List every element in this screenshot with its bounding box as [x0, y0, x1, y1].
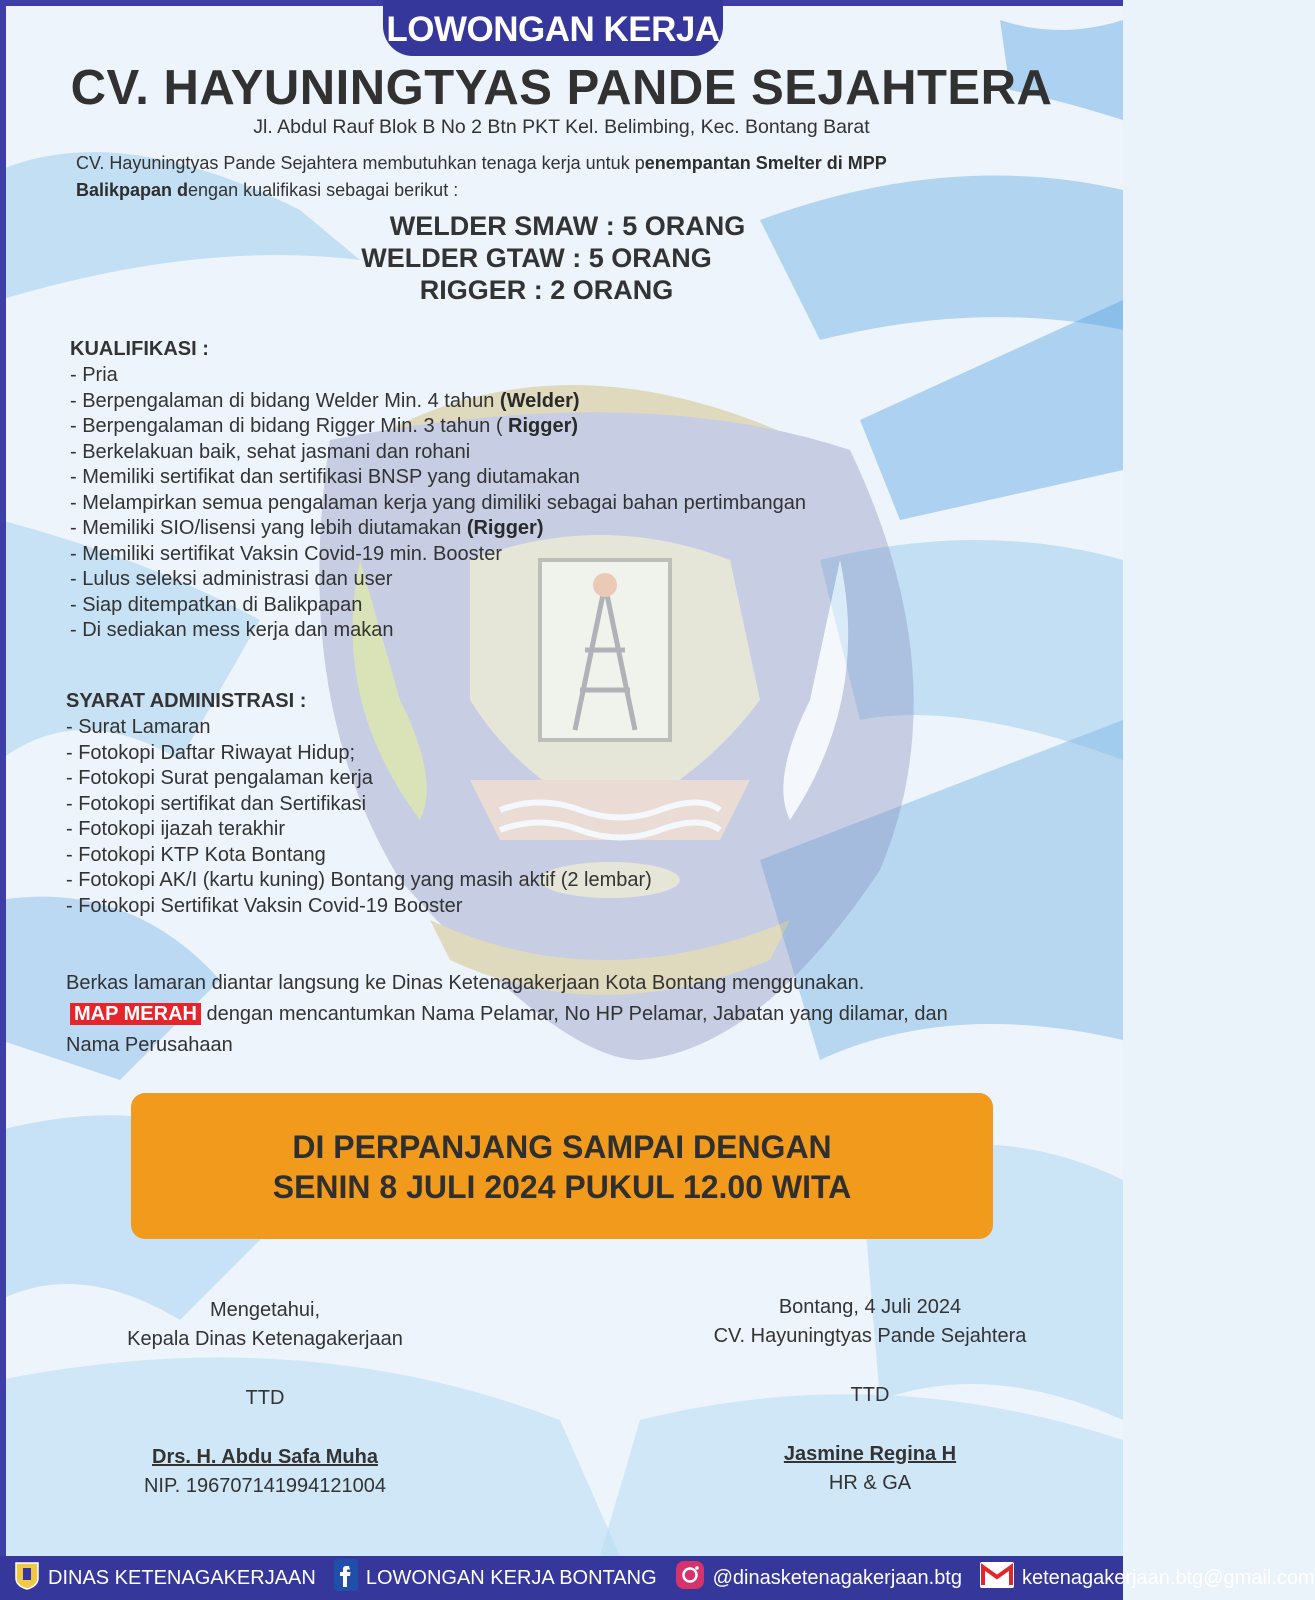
sig-right-line-1: Bontang, 4 Juli 2024 — [778, 1296, 962, 1318]
company-address: Jl. Abdul Rauf Blok B No 2 Btn PKT Kel. Belimbing, Kec. Bontang Barat — [253, 116, 870, 138]
list-item: - Berpengalaman di bidang Welder Min. 4 tahun (Welder) — [70, 389, 580, 412]
map-merah-highlight: MAP MERAH — [70, 1003, 201, 1025]
gmail-icon — [980, 1562, 1014, 1594]
list-item: - Fotokopi Daftar Riwayat Hidup; — [66, 741, 356, 764]
sig-left-line-2: Kepala Dinas Ketenagakerjaan — [127, 1328, 403, 1350]
footer-email-label: ketenagakerjaan.btg@gmail.com — [1022, 1566, 1315, 1589]
list-item: - Surat Lamaran — [66, 716, 211, 738]
list-item: - Fotokopi ijazah terakhir — [66, 818, 285, 840]
signature-left — [60, 1296, 470, 1501]
list-item: - Fotokopi AK/I (kartu kuning) Bontang yang masih aktif (2 lembar) — [66, 869, 652, 891]
company-name: CV. HAYUNINGTYAS PANDE SEJAHTERA — [70, 61, 1053, 115]
submission-note — [66, 968, 1006, 1061]
administrasi-title: SYARAT ADMINISTRASI : — [66, 690, 307, 712]
facebook-icon — [334, 1559, 358, 1597]
administrasi-list — [66, 715, 652, 919]
footer-dept — [14, 1560, 316, 1596]
position-item: RIGGER : 2 ORANG — [419, 275, 674, 305]
list-item: - Fotokopi Sertifikat Vaksin Covid-19 Booster — [66, 894, 463, 917]
intro-text-2: engan kualifikasi sebagai berikut : — [188, 180, 459, 200]
position-item: WELDER SMAW : 5 ORANG — [389, 211, 746, 241]
signature-right — [660, 1293, 1080, 1498]
sig-left-name: Drs. H. Abdu Safa Muha — [152, 1446, 378, 1468]
sig-right-line-2: CV. Hayuningtyas Pande Sejahtera — [713, 1325, 1027, 1347]
footer-dept-label: DINAS KETENAGAKERJAAN — [48, 1566, 316, 1589]
sig-right-role: HR & GA — [828, 1472, 912, 1494]
list-item: - Lulus seleksi administrasi dan user — [70, 568, 393, 590]
sig-right-name: Jasmine Regina H — [783, 1443, 957, 1465]
list-item: - Berkelakuan baik, sehat jasmani dan rohani — [70, 440, 471, 463]
list-item: - Memiliki sertifikat dan sertifikasi BNSP yang diutamakan — [70, 466, 580, 488]
sig-left-id: NIP. 196707141994121004 — [143, 1475, 387, 1497]
intro-bold-2: Balikpapan d — [76, 180, 189, 200]
position-item: WELDER GTAW : 5 ORANG — [361, 243, 712, 273]
sig-right-ttd: TTD — [850, 1384, 890, 1406]
positions-list — [0, 210, 1123, 306]
list-item: - Melampirkan semua pengalaman kerja yang dimiliki sebagai bahan pertimbangan — [70, 491, 806, 514]
footer-facebook[interactable] — [334, 1559, 657, 1597]
footer-instagram[interactable] — [675, 1560, 962, 1596]
note-line-1: Berkas lamaran diantar langsung ke Dinas Ketenagakerjaan Kota Bontang menggunakan. — [66, 972, 865, 994]
footer-instagram-label: @dinasketenagakerjaan.btg — [712, 1566, 962, 1589]
sig-left-line-1: Mengetahui, — [209, 1299, 321, 1321]
deadline-line-1: DI PERPANJANG SAMPAI DENGAN — [292, 1129, 832, 1165]
footer-bar — [0, 1556, 1315, 1600]
footer-email[interactable] — [980, 1562, 1315, 1594]
list-item: - Memiliki SIO/lisensi yang lebih diutamakan (Rigger) — [70, 517, 544, 539]
kualifikasi-list — [70, 363, 806, 644]
deadline-line-2: SENIN 8 JULI 2024 PUKUL 12.00 WITA — [272, 1169, 852, 1205]
sig-left-ttd: TTD — [245, 1387, 285, 1409]
dept-logo-icon — [14, 1560, 40, 1596]
note-line-2: dengan mencantumkan Nama Pelamar, No HP Pelamar, Jabatan yang dilamar, dan Nama Perusahaan — [66, 1003, 948, 1056]
deadline-banner — [131, 1093, 993, 1239]
list-item: - Fotokopi KTP Kota Bontang — [66, 843, 326, 866]
list-item: - Pria — [70, 364, 118, 386]
list-item: - Memiliki sertifikat Vaksin Covid-19 min. Booster — [70, 542, 502, 565]
intro-bold-1: enempantan Smelter di MPP — [644, 153, 887, 173]
header-badge: LOWONGAN KERJA — [383, 0, 723, 56]
list-item: - Fotokopi Surat pengalaman kerja — [66, 767, 373, 789]
intro-text-1: CV. Hayuningtyas Pande Sejahtera membutuhkan tenaga kerja untuk p — [76, 153, 645, 173]
list-item: - Fotokopi sertifikat dan Sertifikasi — [66, 792, 367, 815]
footer-facebook-label: LOWONGAN KERJA BONTANG — [365, 1566, 657, 1589]
kualifikasi-title: KUALIFIKASI : — [70, 338, 209, 360]
list-item: - Berpengalaman di bidang Rigger Min. 3 tahun ( Rigger) — [70, 415, 579, 437]
list-item: - Di sediakan mess kerja dan makan — [70, 619, 394, 641]
intro-paragraph — [76, 150, 1036, 204]
instagram-icon — [675, 1560, 705, 1596]
list-item: - Siap ditempatkan di Balikpapan — [70, 593, 363, 616]
